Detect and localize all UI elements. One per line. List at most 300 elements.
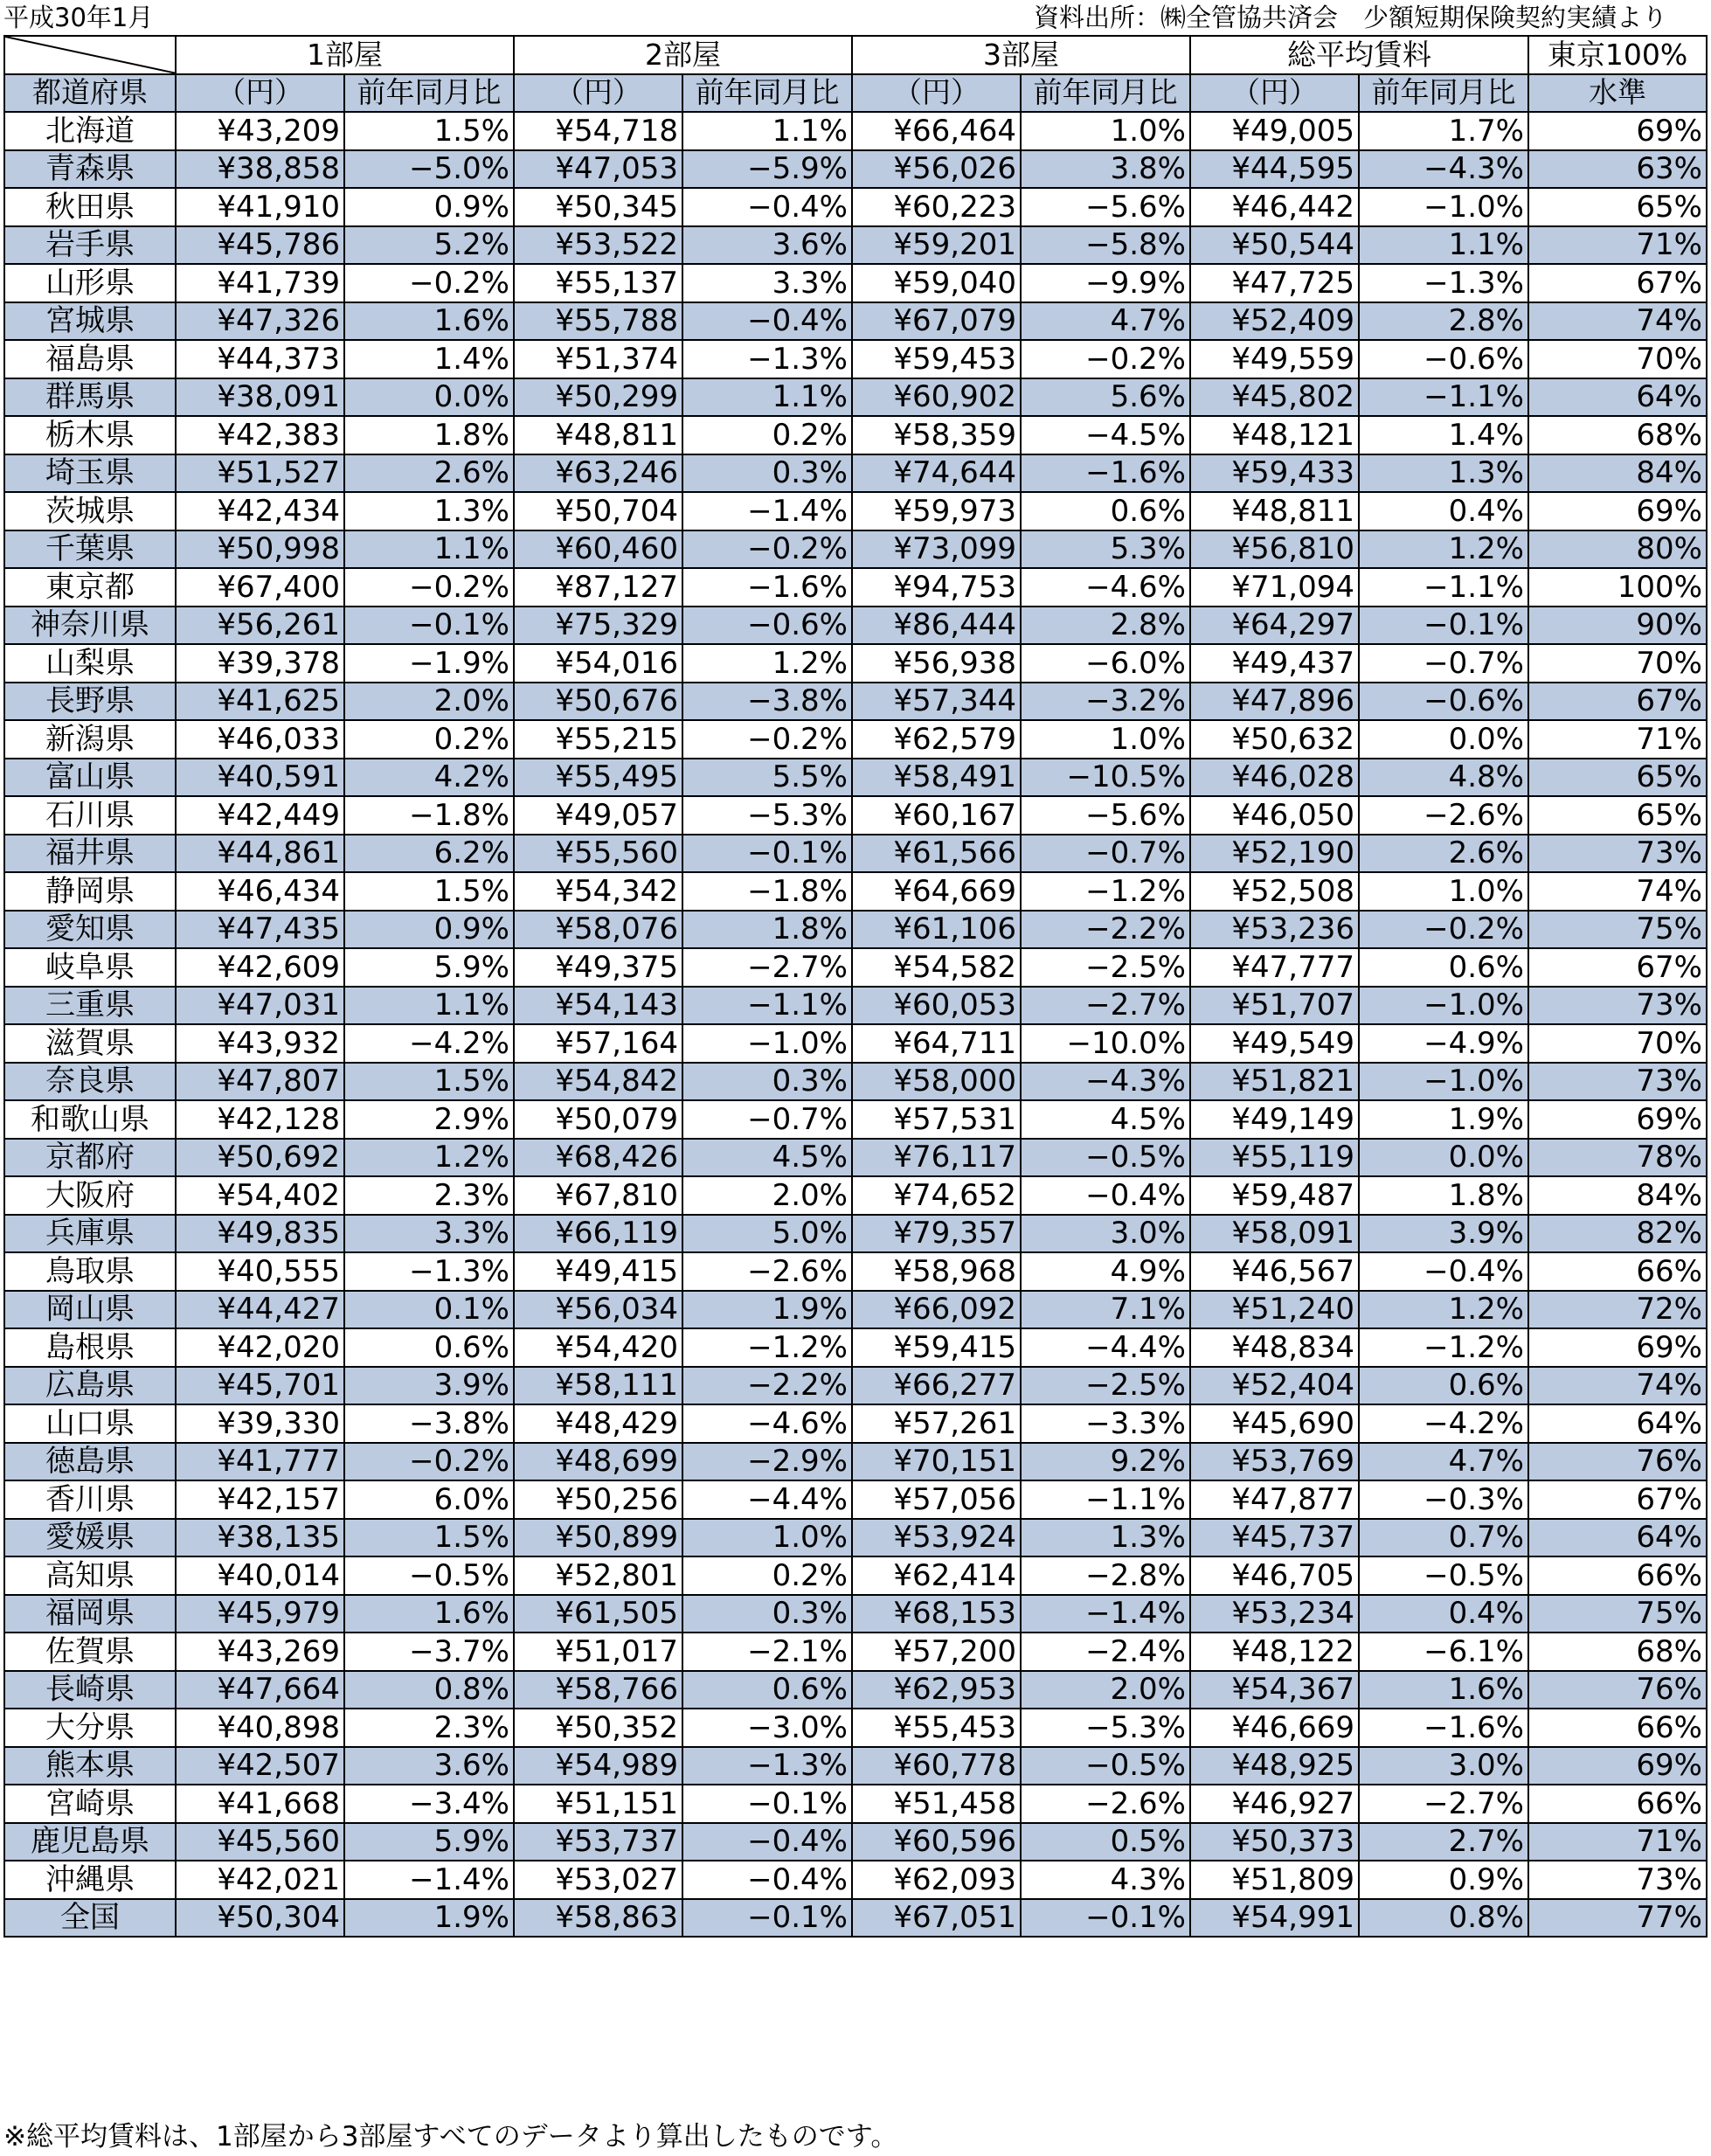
yoy-3room-cell: −2.7% [1021, 987, 1190, 1025]
rent-1room-cell: ¥39,330 [176, 1404, 344, 1443]
yoy-2room-cell: −2.7% [682, 948, 852, 987]
rent-2room-cell: ¥58,863 [514, 1899, 682, 1938]
yoy-average-cell: 2.7% [1359, 1823, 1528, 1861]
yoy-2room-cell: −1.8% [682, 872, 852, 911]
prefecture-cell: 静岡県 [4, 872, 176, 911]
rent-average-cell: ¥56,810 [1190, 530, 1359, 569]
yoy-average-cell: 1.2% [1359, 1291, 1528, 1329]
table-row [4, 644, 1707, 683]
yoy-2room-cell: 1.1% [682, 112, 852, 150]
rent-average-cell: ¥52,409 [1190, 302, 1359, 341]
yoy-2room-cell: 0.3% [682, 454, 852, 493]
rent-1room-cell: ¥43,269 [176, 1633, 344, 1671]
yoy-average-cell: −0.1% [1359, 607, 1528, 645]
yoy-2room-cell: 0.3% [682, 1595, 852, 1633]
yoy-average-cell: 1.4% [1359, 416, 1528, 454]
rent-3room-cell: ¥74,652 [852, 1176, 1021, 1215]
rent-2room-cell: ¥58,076 [514, 911, 682, 949]
tokyo-level-cell: 90% [1528, 607, 1707, 645]
rent-average-cell: ¥48,834 [1190, 1328, 1359, 1367]
table-row [4, 759, 1707, 797]
yoy-3room-cell: 0.6% [1021, 492, 1190, 530]
tokyo-level-cell: 76% [1528, 1671, 1707, 1709]
yoy-2room-cell: 1.1% [682, 378, 852, 417]
yoy-1room-cell: 2.3% [344, 1709, 514, 1747]
table-row [4, 1215, 1707, 1253]
rent-2room-cell: ¥54,342 [514, 872, 682, 911]
yoy-average-cell: 2.8% [1359, 302, 1528, 341]
rent-1room-cell: ¥42,021 [176, 1861, 344, 1899]
yoy-3room-cell: −2.5% [1021, 948, 1190, 987]
rent-average-cell: ¥53,234 [1190, 1595, 1359, 1633]
rent-average-cell: ¥48,811 [1190, 492, 1359, 530]
rent-2room-cell: ¥50,352 [514, 1709, 682, 1747]
yoy-1room-cell: −1.8% [344, 796, 514, 835]
table-row [4, 1139, 1707, 1177]
table-row [4, 720, 1707, 759]
yoy-2room-cell: −2.2% [682, 1367, 852, 1405]
yoy-2room-cell: −0.4% [682, 302, 852, 341]
table-row [4, 416, 1707, 454]
sub-header-yoy: 前年同月比 [682, 74, 852, 113]
yoy-3room-cell: −4.6% [1021, 568, 1190, 607]
table-row [4, 568, 1707, 607]
rent-average-cell: ¥48,925 [1190, 1747, 1359, 1785]
yoy-3room-cell: 1.3% [1021, 1519, 1190, 1557]
prefecture-cell: 長野県 [4, 683, 176, 721]
yoy-3room-cell: −4.3% [1021, 1063, 1190, 1101]
table-row [4, 835, 1707, 873]
rent-3room-cell: ¥62,414 [852, 1556, 1021, 1595]
yoy-2room-cell: 4.5% [682, 1139, 852, 1177]
table-row [4, 1595, 1707, 1633]
yoy-1room-cell: 6.2% [344, 835, 514, 873]
tokyo-level-cell: 71% [1528, 226, 1707, 265]
rent-1room-cell: ¥50,998 [176, 530, 344, 569]
table-row [4, 1671, 1707, 1709]
tokyo-level-cell: 73% [1528, 835, 1707, 873]
rent-average-cell: ¥50,373 [1190, 1823, 1359, 1861]
yoy-average-cell: −1.0% [1359, 987, 1528, 1025]
rent-3room-cell: ¥57,200 [852, 1633, 1021, 1671]
rent-1room-cell: ¥47,435 [176, 911, 344, 949]
yoy-average-cell: 1.8% [1359, 1176, 1528, 1215]
rent-3room-cell: ¥79,357 [852, 1215, 1021, 1253]
rent-3room-cell: ¥60,596 [852, 1823, 1021, 1861]
table-row [4, 1747, 1707, 1785]
rent-1room-cell: ¥45,786 [176, 226, 344, 265]
yoy-average-cell: 1.9% [1359, 1100, 1528, 1139]
yoy-2room-cell: −0.4% [682, 1861, 852, 1899]
rent-3room-cell: ¥70,151 [852, 1443, 1021, 1481]
rent-2room-cell: ¥48,811 [514, 416, 682, 454]
group-header-2room: 2部屋 [514, 36, 852, 74]
rent-average-cell: ¥50,632 [1190, 720, 1359, 759]
yoy-average-cell: −0.6% [1359, 340, 1528, 378]
rent-3room-cell: ¥64,669 [852, 872, 1021, 911]
yoy-average-cell: 4.7% [1359, 1443, 1528, 1481]
rent-average-cell: ¥45,690 [1190, 1404, 1359, 1443]
table-row [4, 1443, 1707, 1481]
rent-3room-cell: ¥66,464 [852, 112, 1021, 150]
tokyo-level-cell: 68% [1528, 416, 1707, 454]
table-row [4, 1024, 1707, 1063]
rent-2room-cell: ¥50,676 [514, 683, 682, 721]
yoy-1room-cell: 1.8% [344, 416, 514, 454]
rent-2room-cell: ¥50,345 [514, 188, 682, 226]
tokyo-level-cell: 66% [1528, 1785, 1707, 1823]
table-row [4, 302, 1707, 341]
yoy-average-cell: 1.0% [1359, 872, 1528, 911]
rent-2room-cell: ¥63,246 [514, 454, 682, 493]
table-row [4, 226, 1707, 265]
table-row [4, 1480, 1707, 1519]
rent-1room-cell: ¥40,898 [176, 1709, 344, 1747]
group-header-row [4, 36, 1707, 74]
yoy-3room-cell: −2.8% [1021, 1556, 1190, 1595]
rent-1room-cell: ¥44,427 [176, 1291, 344, 1329]
yoy-3room-cell: −6.0% [1021, 644, 1190, 683]
group-header-average: 総平均賃料 [1190, 36, 1528, 74]
prefecture-cell: 山梨県 [4, 644, 176, 683]
yoy-2room-cell: −1.0% [682, 1024, 852, 1063]
prefecture-cell: 千葉県 [4, 530, 176, 569]
yoy-1room-cell: 1.4% [344, 340, 514, 378]
yoy-average-cell: −1.1% [1359, 378, 1528, 417]
yoy-3room-cell: −3.2% [1021, 683, 1190, 721]
table-row [4, 1556, 1707, 1595]
rent-1room-cell: ¥50,692 [176, 1139, 344, 1177]
rent-2room-cell: ¥49,057 [514, 796, 682, 835]
yoy-1room-cell: −1.9% [344, 644, 514, 683]
prefecture-cell: 鳥取県 [4, 1252, 176, 1291]
rent-average-cell: ¥49,149 [1190, 1100, 1359, 1139]
rent-average-cell: ¥52,190 [1190, 835, 1359, 873]
yoy-average-cell: 0.0% [1359, 720, 1528, 759]
yoy-average-cell: −4.9% [1359, 1024, 1528, 1063]
yoy-3room-cell: −0.1% [1021, 1899, 1190, 1938]
sub-header-yen: （円） [1190, 74, 1359, 113]
yoy-1room-cell: −3.7% [344, 1633, 514, 1671]
table-row [4, 1899, 1707, 1938]
rent-3room-cell: ¥57,056 [852, 1480, 1021, 1519]
tokyo-level-cell: 65% [1528, 796, 1707, 835]
rent-2room-cell: ¥50,704 [514, 492, 682, 530]
rent-3room-cell: ¥58,968 [852, 1252, 1021, 1291]
table-row [4, 872, 1707, 911]
rent-3room-cell: ¥59,040 [852, 264, 1021, 302]
yoy-3room-cell: 0.5% [1021, 1823, 1190, 1861]
rent-1room-cell: ¥42,020 [176, 1328, 344, 1367]
yoy-2room-cell: 3.3% [682, 264, 852, 302]
rent-3room-cell: ¥56,938 [852, 644, 1021, 683]
table-row [4, 264, 1707, 302]
rent-average-cell: ¥52,404 [1190, 1367, 1359, 1405]
rent-1room-cell: ¥46,033 [176, 720, 344, 759]
sub-header-yoy: 前年同月比 [1359, 74, 1528, 113]
rent-1room-cell: ¥43,209 [176, 112, 344, 150]
prefecture-cell: 岡山県 [4, 1291, 176, 1329]
sub-header-prefecture: 都道府県 [4, 74, 176, 113]
yoy-3room-cell: 4.7% [1021, 302, 1190, 341]
yoy-1room-cell: 4.2% [344, 759, 514, 797]
yoy-1room-cell: 0.1% [344, 1291, 514, 1329]
rent-3room-cell: ¥56,026 [852, 150, 1021, 189]
prefecture-cell: 青森県 [4, 150, 176, 189]
footnote: ※総平均賃料は、1部屋から3部屋すべてのデータより算出したものです。 [3, 2121, 898, 2153]
table-row [4, 1823, 1707, 1861]
yoy-average-cell: 0.7% [1359, 1519, 1528, 1557]
yoy-2room-cell: −0.2% [682, 530, 852, 569]
yoy-2room-cell: −1.1% [682, 987, 852, 1025]
yoy-2room-cell: −5.3% [682, 796, 852, 835]
rent-3room-cell: ¥67,079 [852, 302, 1021, 341]
title-bar [0, 0, 1711, 35]
yoy-average-cell: −0.3% [1359, 1480, 1528, 1519]
rent-3room-cell: ¥61,566 [852, 835, 1021, 873]
rent-2room-cell: ¥51,017 [514, 1633, 682, 1671]
yoy-2room-cell: −1.6% [682, 568, 852, 607]
rent-1room-cell: ¥40,591 [176, 759, 344, 797]
tokyo-level-cell: 70% [1528, 1024, 1707, 1063]
yoy-1room-cell: 0.2% [344, 720, 514, 759]
tokyo-level-cell: 63% [1528, 150, 1707, 189]
yoy-3room-cell: −0.7% [1021, 835, 1190, 873]
prefecture-cell: 新潟県 [4, 720, 176, 759]
rent-1room-cell: ¥47,326 [176, 302, 344, 341]
yoy-2room-cell: 0.3% [682, 1063, 852, 1101]
yoy-2room-cell: 0.6% [682, 1671, 852, 1709]
tokyo-level-cell: 72% [1528, 1291, 1707, 1329]
tokyo-level-cell: 74% [1528, 302, 1707, 341]
yoy-average-cell: 4.8% [1359, 759, 1528, 797]
rent-2room-cell: ¥55,215 [514, 720, 682, 759]
rent-average-cell: ¥51,821 [1190, 1063, 1359, 1101]
rent-3room-cell: ¥73,099 [852, 530, 1021, 569]
yoy-3room-cell: 9.2% [1021, 1443, 1190, 1481]
rent-average-cell: ¥50,544 [1190, 226, 1359, 265]
prefecture-cell: 石川県 [4, 796, 176, 835]
rent-average-cell: ¥54,991 [1190, 1899, 1359, 1938]
prefecture-cell: 茨城県 [4, 492, 176, 530]
rent-1room-cell: ¥47,807 [176, 1063, 344, 1101]
rent-3room-cell: ¥68,153 [852, 1595, 1021, 1633]
rent-3room-cell: ¥59,201 [852, 226, 1021, 265]
yoy-2room-cell: 1.9% [682, 1291, 852, 1329]
tokyo-level-cell: 80% [1528, 530, 1707, 569]
tokyo-level-cell: 65% [1528, 188, 1707, 226]
rent-average-cell: ¥59,433 [1190, 454, 1359, 493]
prefecture-cell: 群馬県 [4, 378, 176, 417]
rent-3room-cell: ¥60,778 [852, 1747, 1021, 1785]
yoy-2room-cell: −0.7% [682, 1100, 852, 1139]
tokyo-level-cell: 69% [1528, 1100, 1707, 1139]
yoy-1room-cell: 5.2% [344, 226, 514, 265]
rent-1room-cell: ¥41,625 [176, 683, 344, 721]
yoy-average-cell: 0.6% [1359, 948, 1528, 987]
prefecture-cell: 神奈川県 [4, 607, 176, 645]
rent-2room-cell: ¥54,420 [514, 1328, 682, 1367]
table-row [4, 1633, 1707, 1671]
prefecture-cell: 和歌山県 [4, 1100, 176, 1139]
yoy-1room-cell: 0.6% [344, 1328, 514, 1367]
table-row [4, 188, 1707, 226]
yoy-average-cell: −1.0% [1359, 1063, 1528, 1101]
table-row [4, 607, 1707, 645]
tokyo-level-cell: 64% [1528, 378, 1707, 417]
rent-2room-cell: ¥48,429 [514, 1404, 682, 1443]
rent-2room-cell: ¥49,415 [514, 1252, 682, 1291]
tokyo-level-cell: 66% [1528, 1252, 1707, 1291]
yoy-3room-cell: −2.4% [1021, 1633, 1190, 1671]
yoy-3room-cell: 3.8% [1021, 150, 1190, 189]
prefecture-cell: 徳島県 [4, 1443, 176, 1481]
rent-2room-cell: ¥67,810 [514, 1176, 682, 1215]
yoy-3room-cell: 2.8% [1021, 607, 1190, 645]
prefecture-cell: 奈良県 [4, 1063, 176, 1101]
yoy-1room-cell: 3.6% [344, 1747, 514, 1785]
yoy-3room-cell: −1.2% [1021, 872, 1190, 911]
yoy-2room-cell: 0.2% [682, 1556, 852, 1595]
yoy-3room-cell: −5.6% [1021, 188, 1190, 226]
rent-average-cell: ¥46,050 [1190, 796, 1359, 835]
prefecture-cell: 島根県 [4, 1328, 176, 1367]
yoy-average-cell: 1.7% [1359, 112, 1528, 150]
rent-average-cell: ¥52,508 [1190, 872, 1359, 911]
group-header-3room: 3部屋 [852, 36, 1190, 74]
rent-2room-cell: ¥55,137 [514, 264, 682, 302]
sub-header-level: 水準 [1528, 74, 1707, 113]
tokyo-level-cell: 66% [1528, 1556, 1707, 1595]
prefecture-cell: 富山県 [4, 759, 176, 797]
table-row [4, 987, 1707, 1025]
table-row [4, 150, 1707, 189]
report-date: 平成30年1月 [3, 3, 154, 32]
tokyo-level-cell: 76% [1528, 1443, 1707, 1481]
yoy-2room-cell: 1.2% [682, 644, 852, 683]
yoy-3room-cell: −4.4% [1021, 1328, 1190, 1367]
yoy-2room-cell: −3.0% [682, 1709, 852, 1747]
yoy-2room-cell: −4.6% [682, 1404, 852, 1443]
yoy-average-cell: −6.1% [1359, 1633, 1528, 1671]
tokyo-level-cell: 69% [1528, 1747, 1707, 1785]
rent-average-cell: ¥47,877 [1190, 1480, 1359, 1519]
prefecture-cell: 兵庫県 [4, 1215, 176, 1253]
yoy-average-cell: −0.7% [1359, 644, 1528, 683]
rent-1room-cell: ¥51,527 [176, 454, 344, 493]
corner-cell [4, 36, 176, 74]
rent-3room-cell: ¥53,924 [852, 1519, 1021, 1557]
rent-3room-cell: ¥94,753 [852, 568, 1021, 607]
sub-header-row [4, 74, 1707, 113]
table-row [4, 112, 1707, 150]
rent-1room-cell: ¥41,668 [176, 1785, 344, 1823]
prefecture-cell: 熊本県 [4, 1747, 176, 1785]
diagonal-line [5, 37, 175, 73]
table-row [4, 683, 1707, 721]
rent-3room-cell: ¥62,093 [852, 1861, 1021, 1899]
yoy-average-cell: 2.6% [1359, 835, 1528, 873]
yoy-average-cell: −0.2% [1359, 911, 1528, 949]
yoy-1room-cell: 2.0% [344, 683, 514, 721]
tokyo-level-cell: 64% [1528, 1519, 1707, 1557]
yoy-2room-cell: −1.3% [682, 1747, 852, 1785]
yoy-1room-cell: −1.3% [344, 1252, 514, 1291]
rent-2room-cell: ¥53,737 [514, 1823, 682, 1861]
tokyo-level-cell: 67% [1528, 683, 1707, 721]
rent-average-cell: ¥55,119 [1190, 1139, 1359, 1177]
yoy-3room-cell: 5.3% [1021, 530, 1190, 569]
yoy-3room-cell: −3.3% [1021, 1404, 1190, 1443]
rent-average-cell: ¥45,737 [1190, 1519, 1359, 1557]
yoy-3room-cell: −2.6% [1021, 1785, 1190, 1823]
tokyo-level-cell: 70% [1528, 340, 1707, 378]
yoy-3room-cell: −2.5% [1021, 1367, 1190, 1405]
sub-header-yen: （円） [514, 74, 682, 113]
rent-average-cell: ¥71,094 [1190, 568, 1359, 607]
table-row [4, 1328, 1707, 1367]
yoy-average-cell: 0.0% [1359, 1139, 1528, 1177]
rent-1room-cell: ¥43,932 [176, 1024, 344, 1063]
rent-3room-cell: ¥60,223 [852, 188, 1021, 226]
rent-3room-cell: ¥59,415 [852, 1328, 1021, 1367]
yoy-2room-cell: 5.5% [682, 759, 852, 797]
rent-1room-cell: ¥44,861 [176, 835, 344, 873]
rent-average-cell: ¥54,367 [1190, 1671, 1359, 1709]
rent-average-cell: ¥48,122 [1190, 1633, 1359, 1671]
rent-3room-cell: ¥60,053 [852, 987, 1021, 1025]
rent-2room-cell: ¥52,801 [514, 1556, 682, 1595]
yoy-3room-cell: −5.6% [1021, 796, 1190, 835]
rent-1room-cell: ¥50,304 [176, 1899, 344, 1938]
rent-average-cell: ¥53,236 [1190, 911, 1359, 949]
yoy-average-cell: 1.1% [1359, 226, 1528, 265]
prefecture-cell: 三重県 [4, 987, 176, 1025]
tokyo-level-cell: 69% [1528, 492, 1707, 530]
yoy-3room-cell: 1.0% [1021, 112, 1190, 150]
rent-3room-cell: ¥76,117 [852, 1139, 1021, 1177]
yoy-2room-cell: −4.4% [682, 1480, 852, 1519]
yoy-1room-cell: 5.9% [344, 948, 514, 987]
yoy-1room-cell: 1.9% [344, 1899, 514, 1938]
yoy-1room-cell: 1.1% [344, 530, 514, 569]
rent-average-cell: ¥49,549 [1190, 1024, 1359, 1063]
yoy-1room-cell: 5.9% [344, 1823, 514, 1861]
yoy-average-cell: 0.4% [1359, 492, 1528, 530]
rent-average-cell: ¥47,896 [1190, 683, 1359, 721]
rent-average-cell: ¥46,442 [1190, 188, 1359, 226]
prefecture-cell: 広島県 [4, 1367, 176, 1405]
tokyo-level-cell: 84% [1528, 454, 1707, 493]
rent-2room-cell: ¥54,842 [514, 1063, 682, 1101]
rent-3room-cell: ¥51,458 [852, 1785, 1021, 1823]
yoy-3room-cell: −0.5% [1021, 1747, 1190, 1785]
table-row [4, 1176, 1707, 1215]
table-row [4, 340, 1707, 378]
rent-3room-cell: ¥60,167 [852, 796, 1021, 835]
yoy-2room-cell: −0.1% [682, 1785, 852, 1823]
yoy-2room-cell: −2.9% [682, 1443, 852, 1481]
yoy-1room-cell: 1.5% [344, 1519, 514, 1557]
yoy-1room-cell: 6.0% [344, 1480, 514, 1519]
rent-2room-cell: ¥68,426 [514, 1139, 682, 1177]
yoy-3room-cell: 2.0% [1021, 1671, 1190, 1709]
yoy-average-cell: −0.6% [1359, 683, 1528, 721]
tokyo-level-cell: 100% [1528, 568, 1707, 607]
rent-average-cell: ¥47,777 [1190, 948, 1359, 987]
rent-3room-cell: ¥54,582 [852, 948, 1021, 987]
tokyo-level-cell: 69% [1528, 112, 1707, 150]
